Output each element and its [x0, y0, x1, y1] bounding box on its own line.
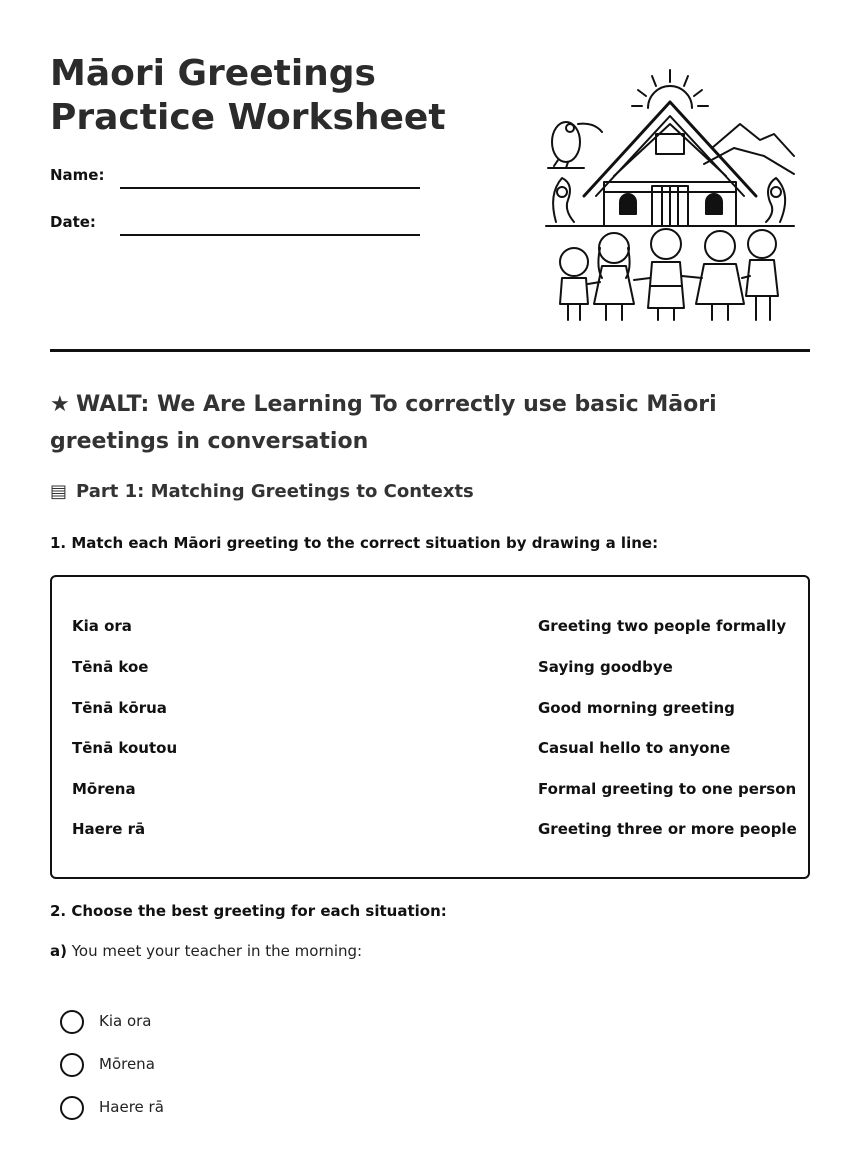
matching-box: [50, 575, 810, 879]
star-icon: ★: [50, 392, 70, 417]
walt-text: WALT: We Are Learning To correctly use basic Māori greetings in conversation: [50, 392, 717, 454]
situation-item[interactable]: Greeting two people formally: [538, 617, 787, 635]
title-line-1: Māori Greetings: [50, 53, 376, 94]
situation-item[interactable]: Greeting three or more people: [538, 820, 797, 838]
greeting-item[interactable]: Kia ora: [72, 617, 132, 635]
name-label: Name:: [50, 166, 105, 184]
question2-prompt: 2. Choose the best greeting for each situation:: [50, 902, 447, 920]
question1-prompt: 1. Match each Māori greeting to the correct situation by drawing a line:: [50, 534, 659, 552]
books-icon: ▤: [50, 481, 68, 502]
name-input-line[interactable]: [120, 187, 420, 189]
greeting-item[interactable]: Tēnā kōrua: [72, 699, 167, 717]
header-divider: [50, 349, 810, 352]
radio-button[interactable]: [60, 1096, 84, 1120]
greeting-item[interactable]: Haere rā: [72, 820, 146, 838]
radio-button[interactable]: [60, 1010, 84, 1034]
bird-icon: [548, 122, 602, 168]
date-label: Date:: [50, 213, 96, 231]
question2a-letter: a): [50, 942, 67, 960]
situation-item[interactable]: Saying goodbye: [538, 658, 673, 676]
date-input-line[interactable]: [120, 234, 420, 236]
marae-children-illustration: [544, 64, 796, 326]
walt-heading: [50, 386, 810, 460]
option-label[interactable]: Kia ora: [99, 1012, 152, 1030]
part1-heading-text: Part 1: Matching Greetings to Contexts: [76, 481, 474, 502]
title-line-2: Practice Worksheet: [50, 97, 446, 138]
question2a: [50, 942, 362, 960]
house-icon: [546, 102, 794, 226]
worksheet-title: [50, 52, 490, 140]
part1-heading: [50, 481, 474, 502]
situation-item[interactable]: Formal greeting to one person: [538, 780, 797, 798]
situation-item[interactable]: Casual hello to anyone: [538, 739, 731, 757]
children-icon: [560, 229, 778, 320]
situation-item[interactable]: Good morning greeting: [538, 699, 735, 717]
option-label[interactable]: Haere rā: [99, 1098, 164, 1116]
radio-button[interactable]: [60, 1053, 84, 1077]
greeting-item[interactable]: Mōrena: [72, 780, 136, 798]
option-label[interactable]: Mōrena: [99, 1055, 155, 1073]
greeting-item[interactable]: Tēnā koutou: [72, 739, 178, 757]
greeting-item[interactable]: Tēnā koe: [72, 658, 149, 676]
question2a-text: You meet your teacher in the morning:: [71, 942, 363, 960]
